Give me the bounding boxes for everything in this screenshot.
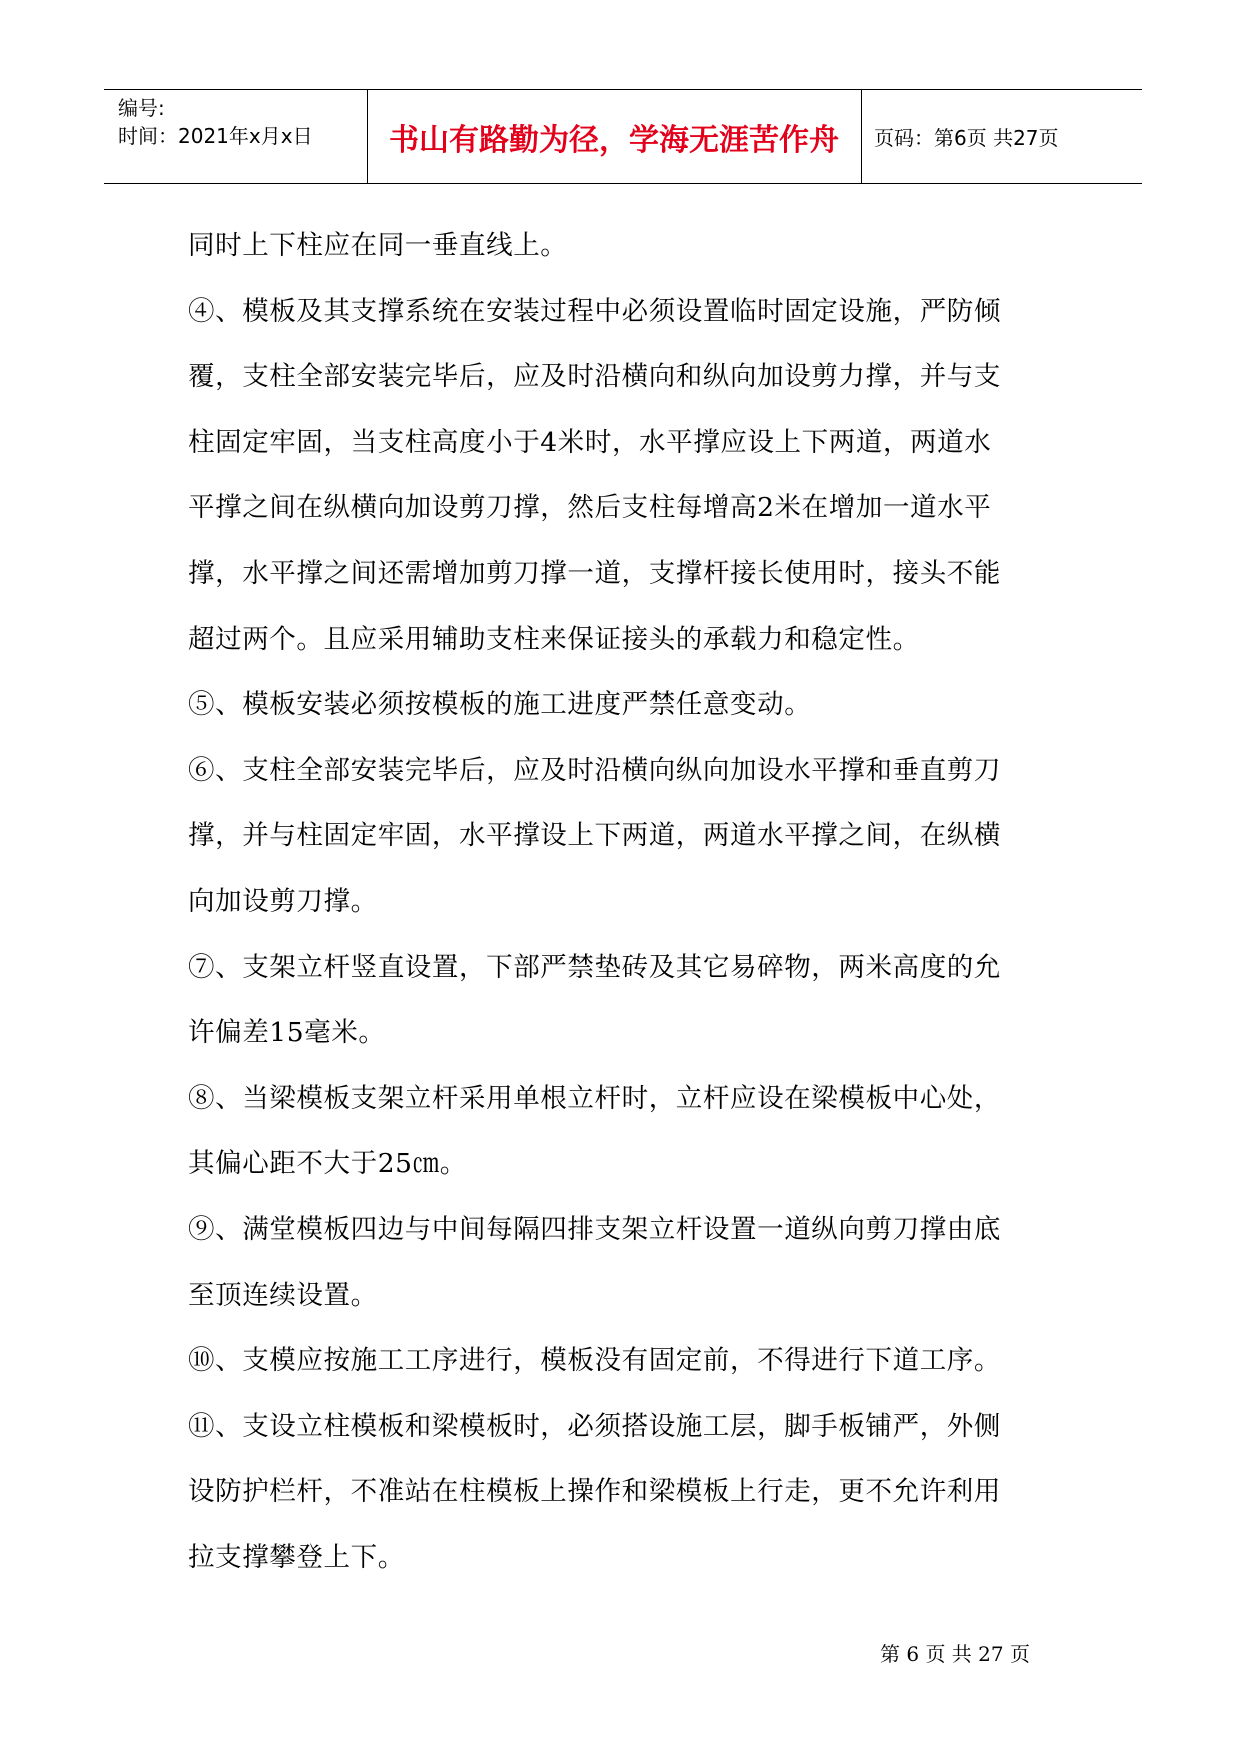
body-text-line: ⑨、满堂模板四边与中间每隔四排支架立杆设置一道纵向剪刀撑由底: [188, 1213, 1001, 1245]
body-text-line: 覆，支柱全部安装完毕后，应及时沿横向和纵向加设剪力撑，并与支: [188, 361, 1001, 393]
body-text-line: 设防护栏杆，不准站在柱模板上操作和梁模板上行走，更不允许利用: [188, 1476, 1001, 1508]
body-text-line: ⑥、支柱全部安装完毕后，应及时沿横向纵向加设水平撑和垂直剪刀: [188, 754, 1001, 786]
body-text-line: ④、模板及其支撑系统在安装过程中必须设置临时固定设施，严防倾: [188, 295, 1001, 327]
body-text-line: ⑧、当梁模板支架立杆采用单根立杆时，立杆应设在梁模板中心处，: [188, 1082, 1001, 1114]
body-text-line: 同时上下柱应在同一垂直线上。: [188, 230, 568, 261]
header-slogan: 书山有路勤为径，学海无涯苦作舟: [389, 122, 839, 158]
header-divider: [367, 90, 368, 183]
body-text-line: 柱固定牢固，当支柱高度小于4米时，水平撑应设上下两道，两道水: [188, 426, 992, 458]
body-text-line: 至顶连续设置。: [188, 1279, 378, 1311]
body-text-line: 撑，并与柱固定牢固，水平撑设上下两道，两道水平撑之间，在纵横: [188, 820, 1001, 852]
header-page-info: 页码：第6页 共27页: [874, 126, 1059, 150]
header-divider: [861, 90, 862, 183]
body-text-line: 拉支撑攀登上下。: [188, 1541, 405, 1573]
body-text-line: ⑤、模板安装必须按模板的施工进度严禁任意变动。: [188, 689, 812, 721]
page-footer: 第 6 页 共 27 页: [880, 1642, 1030, 1666]
body-text-line: 向加设剪刀撑。: [188, 885, 378, 917]
body-text-line: ⑦、支架立杆竖直设置，下部严禁垫砖及其它易碎物，两米高度的允: [188, 951, 1001, 983]
body-text-line: 其偏心距不大于25㎝。: [188, 1148, 467, 1180]
time-label: 时间：2021年x月x日: [118, 124, 313, 148]
header-meta: [118, 94, 368, 150]
document-header: [104, 89, 1142, 184]
body-text-line: ⑪、支设立柱模板和梁模板时，必须搭设施工层，脚手板铺严，外侧: [188, 1410, 1001, 1442]
document-body: [188, 213, 1088, 1590]
serial-number-label: 编号:: [118, 96, 165, 120]
body-text-line: 撑，水平撑之间还需增加剪刀撑一道，支撑杆接长使用时，接头不能: [188, 557, 1001, 589]
body-text-line: 超过两个。且应采用辅助支柱来保证接头的承载力和稳定性。: [188, 623, 920, 655]
body-text-line: 平撑之间在纵横向加设剪刀撑，然后支柱每增高2米在增加一道水平: [188, 492, 992, 524]
body-text-line: ⑩、支模应按施工工序进行，模板没有固定前，不得进行下道工序。: [188, 1345, 1001, 1377]
body-text-line: 许偏差15毫米。: [188, 1017, 386, 1049]
